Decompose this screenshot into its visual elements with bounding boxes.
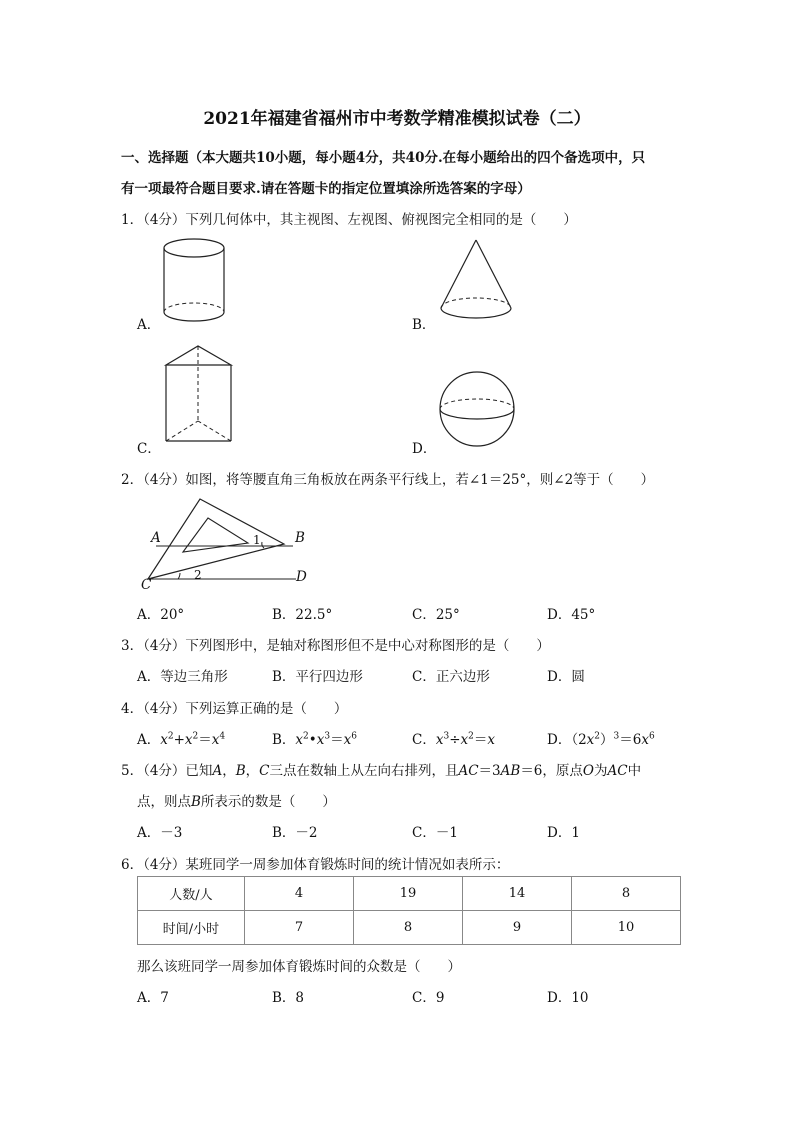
q4-option-a-label: A．: [137, 732, 161, 748]
table-header-cell: 时间/小时: [138, 911, 245, 945]
q3-option-d: D．圆: [547, 669, 585, 685]
q4-option-d-label: D．: [547, 732, 572, 748]
question-3-stem: 3．（4分）下列图形中，是轴对称图形但不是中心对称图形的是（ ）: [121, 638, 550, 654]
q4-option-a: A．$x^2+x^2=x^4$: [137, 731, 226, 748]
question-6-follow: 那么该班同学一周参加体育锻炼时间的众数是（ ）: [137, 959, 461, 975]
q5-text-a: 5．（4分）已知: [121, 763, 213, 779]
section-heading-line2: 有一项最符合题目要求.请在答题卡的指定位置填涂所选答案的字母）: [121, 181, 531, 197]
table-row: [138, 911, 681, 945]
table-cell: 19: [354, 877, 463, 911]
q5-option-c: C．－1: [412, 825, 458, 841]
q1-option-c-label: C．: [137, 441, 161, 457]
q6-option-b: B．8: [272, 990, 305, 1006]
q5-option-a: A．－3: [137, 825, 183, 841]
fig-angle-2-label: 2: [194, 568, 202, 582]
table-cell: 10: [572, 911, 681, 945]
q5-text-c: ，原点: [542, 763, 583, 779]
question-1-stem: 1．（4分）下列几何体中，其主视图、左视图、俯视图完全相同的是（ ）: [121, 212, 577, 228]
fig-angle-1-label: 1: [253, 533, 261, 547]
q3-option-c: C．正六边形: [412, 669, 490, 685]
q6-option-c: C．9: [412, 990, 445, 1006]
q3-option-b: B．平行四边形: [272, 669, 363, 685]
table-header-cell: 人数/人: [138, 877, 245, 911]
triangular-prism-icon: [163, 343, 243, 448]
q6-option-a: A．7: [137, 990, 169, 1006]
frequency-table: [137, 876, 681, 945]
table-cell: 8: [572, 877, 681, 911]
question-4-stem: 4．（4分）下列运算正确的是（ ）: [121, 701, 348, 717]
q5-text-b: 三点在数轴上从左向右排列，且: [269, 763, 459, 779]
q5-option-b: B．－2: [272, 825, 318, 841]
question-5-stem-line2: 点，则点B所表示的数是（ ）: [137, 794, 336, 810]
q1-option-b-label: B．: [412, 317, 436, 333]
q2-option-a: A．20°: [137, 607, 185, 623]
q4-option-c-label: C．: [412, 732, 436, 748]
q5-text-e: 中: [627, 763, 642, 779]
question-6-stem: 6．（4分）某班同学一周参加体育锻炼时间的统计情况如表所示：: [121, 857, 510, 873]
q5-text-g: 所表示的数是（ ）: [200, 794, 336, 810]
q2-option-c: C．25°: [412, 607, 460, 623]
q5-text-d: 为: [593, 763, 608, 779]
q4-option-d: D．$(2x^2)^3=6x^6$: [547, 731, 655, 748]
fig-label-a: A: [151, 530, 161, 546]
cone-icon: [438, 238, 518, 328]
table-cell: 9: [463, 911, 572, 945]
q5-option-d: D．1: [547, 825, 580, 841]
page-title: 2021年福建省福州市中考数学精准模拟试卷（二）: [203, 109, 591, 129]
q4-option-b-label: B．: [272, 732, 296, 748]
q1-option-d-label: D．: [412, 441, 437, 457]
sphere-icon: [438, 370, 518, 452]
table-row: [138, 877, 681, 911]
q1-option-a-label: A．: [137, 317, 161, 333]
cylinder-icon: [160, 238, 235, 328]
fig-label-c: C: [141, 577, 152, 593]
q4-option-b: B．$x^2•x^3=x^6$: [272, 731, 357, 748]
question-2-stem: 2．（4分）如图，将等腰直角三角板放在两条平行线上，若∠1＝25°，则∠2等于（ ）: [121, 472, 655, 488]
parallel-lines-triangle-figure: [138, 496, 318, 591]
table-cell: 8: [354, 911, 463, 945]
q5-text-f: 点，则点: [137, 794, 191, 810]
q4-option-c: C．$x^3\div x^2=x$: [412, 731, 495, 748]
table-cell: 14: [463, 877, 572, 911]
table-cell: 7: [245, 911, 354, 945]
q3-option-a: A．等边三角形: [137, 669, 228, 685]
q2-option-b: B．22.5°: [272, 607, 333, 623]
q2-option-d: D．45°: [547, 607, 596, 623]
fig-label-b: B: [295, 530, 305, 546]
q6-option-d: D．10: [547, 990, 589, 1006]
table-cell: 4: [245, 877, 354, 911]
fig-label-d: D: [296, 569, 307, 585]
section-heading-line1: 一、选择题（本大题共10小题，每小题4分，共40分.在每小题给出的四个备选项中，只: [121, 150, 646, 166]
question-5-stem-line1: 5．（4分）已知A，B，C三点在数轴上从左向右排列，且AC＝3AB＝6，原点O为AC中: [121, 763, 642, 779]
